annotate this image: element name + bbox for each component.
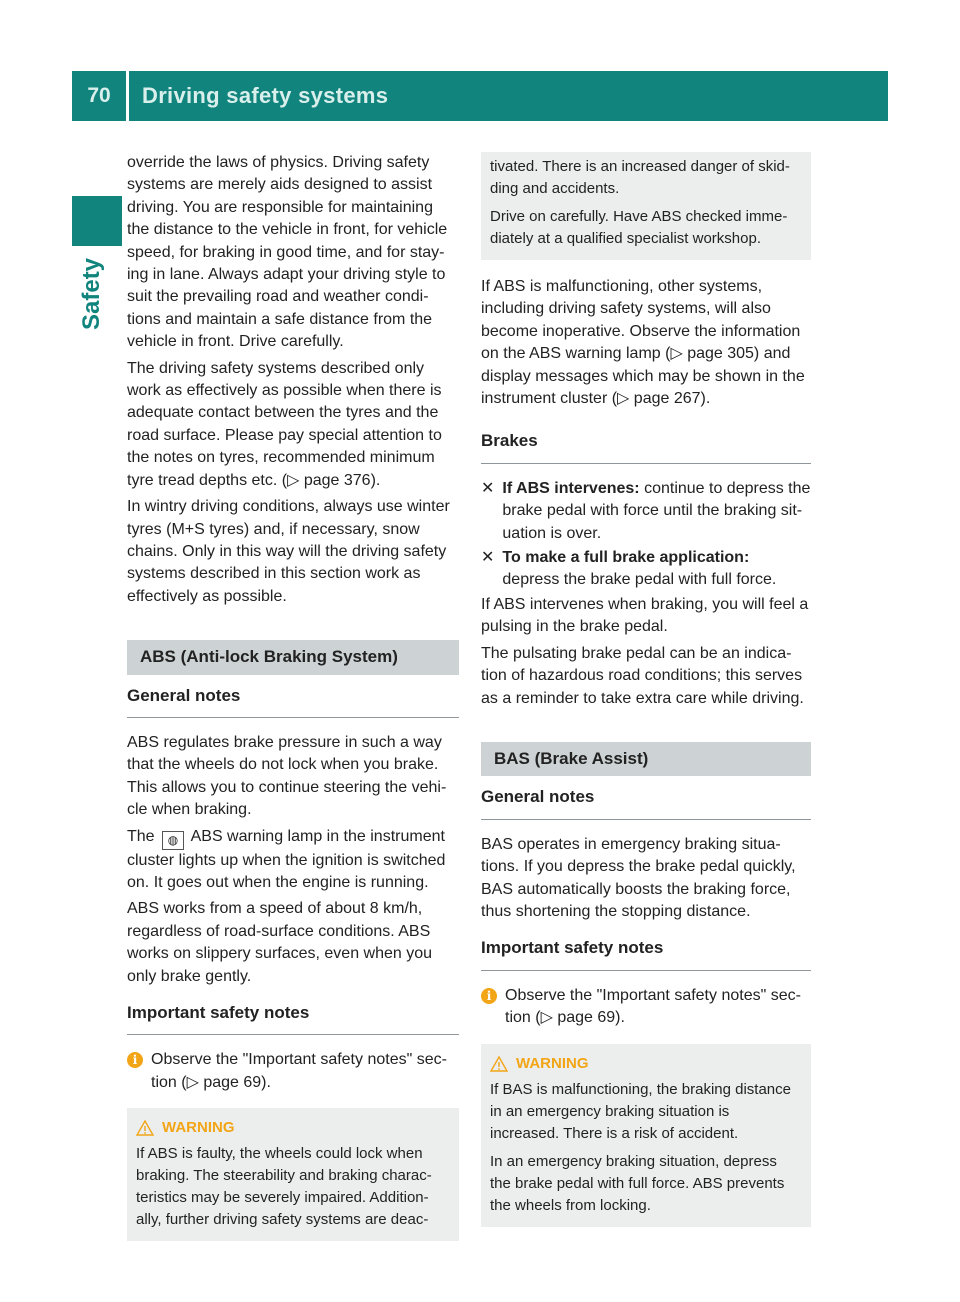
abs-heading: ABS (Anti-lock Braking System)	[127, 640, 459, 674]
warning-text: If ABS is faulty, the wheels could lock when braking. The steerability and braking charac-teristics may be severely impaired. Addition-ally, further driving safety systems are deac-	[136, 1145, 432, 1229]
list-item-bold: If ABS intervenes:	[502, 479, 640, 497]
list-item	[481, 478, 811, 545]
abs-lamp-paragraph	[127, 826, 459, 895]
page-number: 70	[87, 84, 111, 107]
warning-box	[481, 1044, 811, 1227]
warning-triangle-icon	[136, 1120, 154, 1136]
bas-heading: BAS (Brake Assist)	[481, 742, 811, 776]
warning-triangle-icon	[490, 1056, 508, 1072]
warning-label: WARNING	[516, 1054, 589, 1072]
paragraph: The driving safety systems described only work as effectively as possible when there is adequate contact between the tyres and the road surface. Please pay special attention to the notes on tyres, recommended minimum tyre tread depths etc. (▷ page 376).	[127, 359, 442, 489]
section-title: Driving safety systems	[142, 83, 389, 108]
paragraph: ABS regulates brake pressure in such a way that the wheels do not lock when you brake. This allows you to continue steering the vehi-cle when braking.	[127, 733, 447, 819]
general-notes-heading: General notes	[481, 786, 811, 819]
info-note-text: Observe the "Important safety notes" sec-tion (▷ page 69).	[151, 1051, 447, 1091]
bullet-arrow-icon: ✕	[481, 549, 495, 567]
list-item	[481, 547, 811, 592]
warning-box	[127, 1108, 459, 1241]
header-divider	[126, 71, 129, 121]
list-item-body: depress the brake pedal with full force.	[502, 571, 777, 589]
brakes-heading: Brakes	[481, 430, 811, 463]
warning-text: If BAS is malfunctioning, the braking distance in an emergency braking situation is increased. There is a risk of accident.	[490, 1080, 791, 1142]
abs-lamp-text-before: The	[127, 827, 155, 845]
paragraph: The pulsating brake pedal can be an indica-tion of hazardous road conditions; this serves as a reminder to take extra care while driving.	[481, 644, 804, 707]
paragraph: ABS works from a speed of about 8 km/h, regardless of road-surface conditions. ABS works on slippery surfaces, even when you only brake gently.	[127, 900, 433, 985]
paragraph: override the laws of physics. Driving safety systems are merely aids designed to assist driving. You are responsible for maintaining the distance to the vehicle in front, for vehicle speed, for braking in good time, and for stay-ing in lane. Always adapt your driving style to suit the prevailing road and weather condi-tions and maintain a safe distance from the vehicle in front. Drive carefully.	[127, 154, 448, 351]
list-item-text	[502, 547, 776, 592]
paragraph: If ABS is malfunctioning, other systems, including driving safety systems, will also become inoperative. Observe the information on the ABS warning lamp (▷ page 305) and display messages which may be shown in the instrument cluster (▷ page 267).	[481, 278, 805, 408]
info-note	[127, 1049, 459, 1094]
side-label: Safety	[78, 257, 105, 330]
paragraph: In wintry driving conditions, always use winter tyres (M+S tyres) and, if necessary, snow chains. Only in this way will the driving safety systems described in this section work as effectively as possible.	[127, 498, 450, 605]
important-safety-notes-heading: Important safety notes	[127, 1002, 459, 1035]
abs-warning-lamp-icon: ◍	[162, 831, 184, 850]
important-safety-notes-heading: Important safety notes	[481, 937, 811, 970]
left-column	[127, 152, 459, 1241]
warning-text: Drive on carefully. Have ABS checked imme-diately at a qualified specialist workshop.	[490, 208, 788, 247]
abs-lamp-text-after: ABS warning lamp in the instrument cluster lights up when the ignition is switched on. It goes out when the engine is running.	[127, 827, 446, 891]
bullet-arrow-icon: ✕	[481, 479, 495, 497]
list-item-bold: To make a full brake application:	[502, 549, 750, 567]
list-item-body: continue to depress the brake pedal with force until the braking sit-uation is over.	[502, 479, 811, 542]
info-icon: i	[127, 1052, 143, 1068]
warning-text: tivated. There is an increased danger of skid-ding and accidents.	[490, 158, 790, 197]
info-icon: i	[481, 988, 497, 1004]
right-column	[481, 152, 811, 1227]
warning-text: In an emergency braking situation, depress the brake pedal with full force. ABS prevents the wheels from locking.	[490, 1152, 785, 1214]
warning-label: WARNING	[162, 1119, 235, 1137]
warning-title	[136, 1117, 447, 1139]
info-note	[481, 985, 811, 1030]
paragraph: If ABS intervenes when braking, you will feel a pulsing in the brake pedal.	[481, 595, 809, 636]
general-notes-heading: General notes	[127, 685, 459, 718]
paragraph: BAS operates in emergency braking situa-tions. If you depress the brake pedal quickly, BAS automatically boosts the braking force, thus shortening the stopping distance.	[481, 835, 796, 920]
list-item-text	[502, 478, 811, 545]
warning-title	[490, 1053, 799, 1075]
info-note-text: Observe the "Important safety notes" sec-tion (▷ page 69).	[505, 986, 801, 1027]
warning-box-continued	[481, 152, 811, 260]
